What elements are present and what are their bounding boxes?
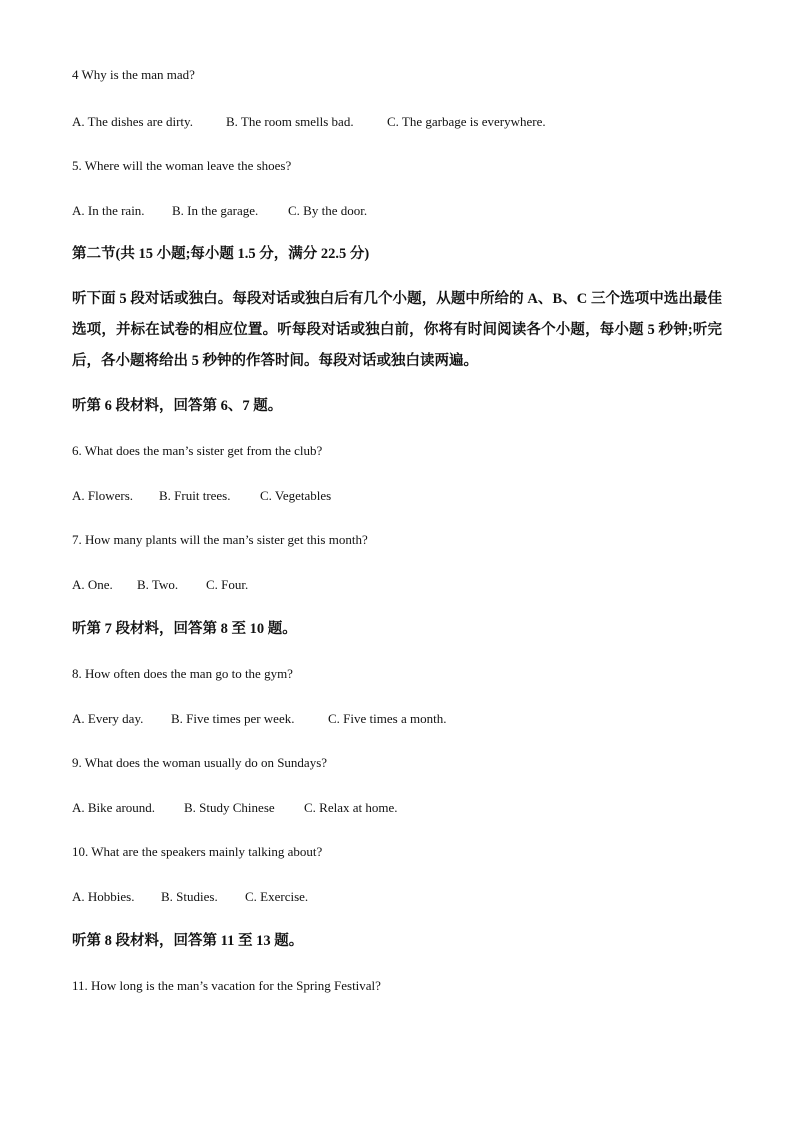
question-11: 11. How long is the man’s vacation for the Spring Festival? — [72, 978, 381, 993]
options-10 — [72, 889, 308, 905]
option-b: B. Fruit trees. — [159, 488, 231, 503]
section-instructions: 听下面 5 段对话或独白。每段对话或独白后有几个小题，从题中所给的 A、B、C 三个选项中选出最佳选项，并标在试卷的相应位置。听每段对话或独白前，你将有时间阅读各个小题，每小题 5 秒钟;听完后，各小题将给出 5 秒钟的作答时间。每段对话或独白读两遍。 — [72, 291, 722, 369]
option-b: B. Studies. — [161, 889, 218, 904]
option-b: B. The room smells bad. — [226, 114, 354, 129]
options-4 — [72, 114, 546, 130]
option-b: B. Two. — [137, 577, 179, 592]
options-6 — [72, 488, 331, 504]
option-a: A. Every day. — [72, 711, 144, 726]
options-8 — [72, 711, 446, 727]
option-c: C. Five times a month. — [328, 711, 447, 726]
question-8: 8. How often does the man go to the gym? — [72, 666, 293, 681]
option-c: C. Four. — [206, 577, 249, 592]
options-5 — [72, 203, 367, 219]
option-a: A. Hobbies. — [72, 889, 135, 904]
option-b: B. In the garage. — [172, 203, 259, 218]
option-b: B. Study Chinese — [184, 800, 275, 815]
question-5: 5. Where will the woman leave the shoes? — [72, 158, 292, 173]
option-a: A. In the rain. — [72, 203, 145, 218]
question-4: 4 Why is the man mad? — [72, 67, 195, 82]
option-c: C. By the door. — [288, 203, 368, 218]
material-8-heading: 听第 8 段材料，回答第 11 至 13 题。 — [72, 933, 304, 949]
material-6-heading: 听第 6 段材料，回答第 6、7 题。 — [72, 398, 283, 414]
question-10: 10. What are the speakers mainly talking about? — [72, 844, 323, 859]
option-c: C. Relax at home. — [304, 800, 398, 815]
material-7-heading: 听第 7 段材料，回答第 8 至 10 题。 — [72, 621, 297, 637]
section-heading: 第二节(共 15 小题;每小题 1.5 分，满分 22.5 分) — [72, 246, 370, 262]
question-9: 9. What does the woman usually do on Sundays? — [72, 755, 328, 770]
option-c: C. Vegetables — [260, 488, 332, 503]
option-b: B. Five times per week. — [171, 711, 295, 726]
option-a: A. Bike around. — [72, 800, 156, 815]
question-6: 6. What does the man’s sister get from the club? — [72, 443, 323, 458]
question-7: 7. How many plants will the man’s sister get this month? — [72, 532, 368, 547]
options-7 — [72, 577, 248, 593]
option-c: C. Exercise. — [245, 889, 309, 904]
option-c: C. The garbage is everywhere. — [387, 114, 546, 129]
option-a: A. Flowers. — [72, 488, 134, 503]
options-9 — [72, 800, 398, 816]
option-a: A. The dishes are dirty. — [72, 114, 193, 129]
option-a: A. One. — [72, 577, 113, 592]
